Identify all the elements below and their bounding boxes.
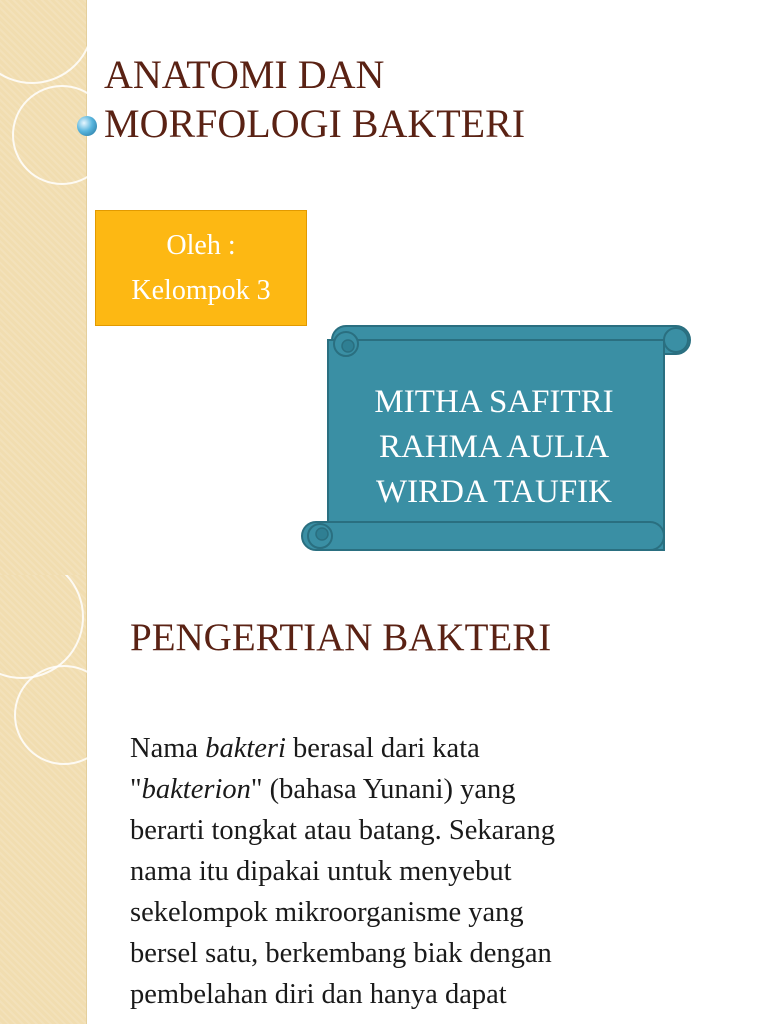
decorative-sidebar — [0, 0, 87, 575]
decorative-circle — [12, 85, 112, 185]
member-name: RAHMA AULIA — [378, 429, 610, 465]
kelompok-label: Kelompok 3 — [131, 275, 271, 306]
para-text: Nama — [130, 733, 206, 764]
author-group-box — [95, 210, 307, 326]
para-text: sekelompok mikroorganisme yang — [130, 897, 524, 928]
definition-slide — [0, 575, 768, 1024]
decorative-circle — [14, 665, 114, 765]
para-italic-term: bakteri — [205, 733, 286, 764]
slide-title — [104, 50, 704, 148]
decorative-sidebar — [0, 575, 87, 1024]
members-scroll-banner — [298, 322, 694, 554]
para-text: pembelahan diri dan hanya dapat — [130, 979, 507, 1010]
para-text: nama itu dipakai untuk menyebut — [130, 856, 512, 887]
section-heading: PENGERTIAN BAKTERI — [130, 616, 552, 659]
bullet-bubble-icon — [77, 116, 97, 136]
decorative-circle — [0, 575, 84, 679]
para-italic-term: bakterion — [141, 774, 251, 805]
title-line-1: ANATOMI DAN — [104, 52, 385, 97]
para-text: bersel satu, berkembang biak dengan — [130, 938, 552, 969]
member-names — [330, 380, 658, 515]
definition-paragraph — [130, 728, 670, 1015]
member-name: WIRDA TAUFIK — [376, 474, 612, 510]
title-line-2: MORFOLOGI BAKTERI — [104, 101, 526, 146]
para-text: berasal dari kata — [285, 733, 480, 764]
member-name: MITHA SAFITRI — [374, 384, 614, 420]
para-text: berarti tongkat atau batang. Sekarang — [130, 815, 555, 846]
para-text: " (bahasa Yunani) yang — [250, 774, 516, 805]
decorative-circle — [0, 0, 94, 84]
para-text: " — [130, 774, 142, 805]
oleh-label: Oleh : — [166, 230, 236, 261]
